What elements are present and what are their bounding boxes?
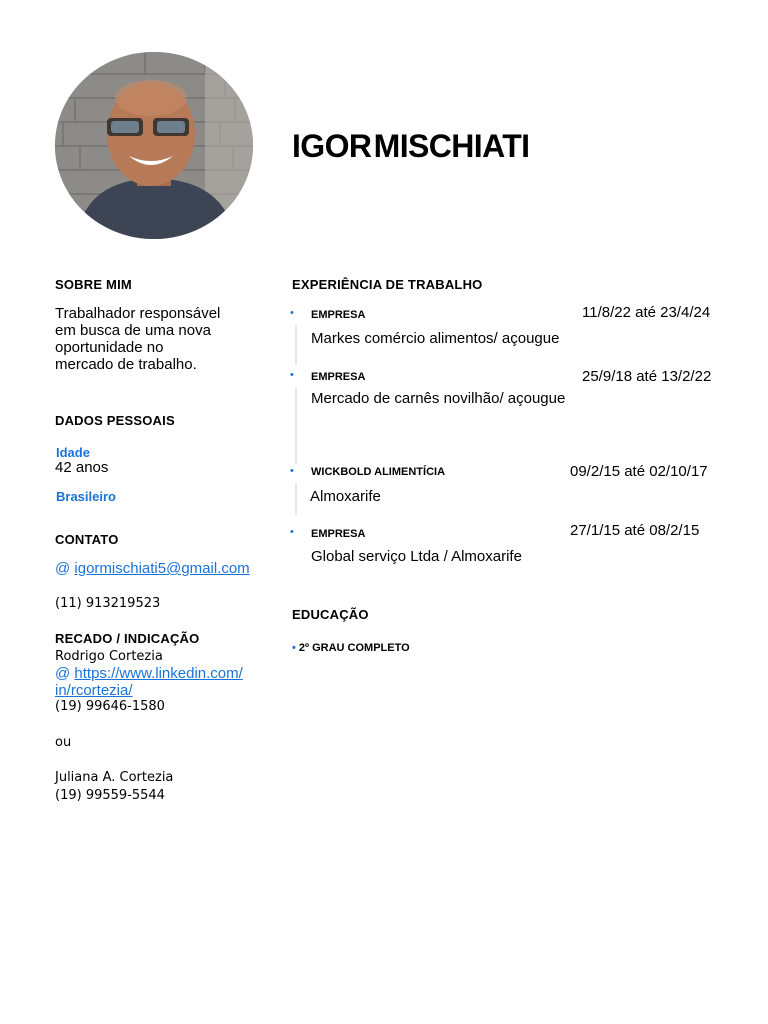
nationality: Brasileiro	[56, 489, 116, 504]
job-description: Global serviço Ltda / Almoxarife	[311, 548, 522, 565]
at-icon: @	[55, 560, 71, 577]
about-line: Trabalhador responsável	[55, 305, 221, 322]
job-title: EMPRESA	[311, 528, 366, 540]
education-heading: EDUCAÇÃO	[292, 607, 369, 622]
email-link[interactable]: igormischiati5@gmail.com	[74, 560, 250, 577]
bullet: •	[290, 369, 294, 381]
reference-name-1: Rodrigo Cortezia	[55, 649, 163, 664]
reference-phone-1: (19) 99646-1580	[55, 699, 165, 714]
reference-heading: RECADO / INDICAÇÃO	[55, 631, 200, 646]
bullet: •	[292, 642, 296, 654]
or-text: ou	[55, 735, 72, 750]
timeline-divider	[295, 325, 297, 365]
job-title: WICKBOLD ALIMENTÍCIA	[311, 466, 446, 478]
about-line: oportunidade no	[55, 339, 164, 356]
linkedin-link-line-1[interactable]: https://www.linkedin.com/	[74, 665, 243, 682]
timeline-divider	[295, 483, 297, 515]
about-text	[55, 305, 220, 373]
bullet: •	[290, 526, 294, 538]
linkedin-link-line-2[interactable]: in/rcortezia/	[55, 682, 133, 699]
bullet: •	[290, 465, 294, 477]
bullet: •	[290, 307, 294, 319]
age-label: Idade	[56, 445, 90, 460]
job-description: Markes comércio alimentos/ açougue	[311, 330, 560, 347]
about-line: mercado de trabalho.	[55, 356, 197, 373]
job-title: EMPRESA	[311, 309, 366, 321]
job-dates: 11/8/22 até 23/4/24	[582, 304, 711, 321]
phone: (11) 913219523	[55, 596, 161, 611]
person-photo-illustration	[55, 52, 253, 239]
job-dates: 27/1/15 até 08/2/15	[570, 522, 700, 539]
linkedin-row	[55, 665, 243, 699]
education-label: 2º GRAU COMPLETO	[298, 642, 410, 654]
job-description: Almoxarife	[310, 488, 381, 505]
job-dates: 09/2/15 até 02/10/17	[570, 463, 708, 480]
contact-heading: CONTATO	[55, 532, 119, 547]
about-line: em busca de uma nova	[55, 322, 211, 339]
job-description: Mercado de carnês novilhão/ açougue	[311, 390, 566, 407]
email-row	[55, 560, 250, 577]
about-heading: SOBRE MIM	[55, 277, 132, 292]
reference-phone-2: (19) 99559-5544	[55, 788, 165, 803]
reference-name-2: Juliana A. Cortezia	[55, 770, 174, 785]
age-value: 42 anos	[55, 459, 109, 476]
timeline-divider	[295, 388, 297, 464]
job-title: EMPRESA	[311, 371, 366, 383]
candidate-name: IGOR MISCHIATI	[292, 128, 530, 164]
education-item	[292, 642, 410, 654]
job-dates: 25/9/18 até 13/2/22	[582, 368, 712, 385]
personal-data-heading: DADOS PESSOAIS	[55, 413, 175, 428]
profile-photo	[55, 52, 253, 239]
experience-heading: EXPERIÊNCIA DE TRABALHO	[292, 277, 483, 292]
at-icon: @	[55, 665, 71, 682]
